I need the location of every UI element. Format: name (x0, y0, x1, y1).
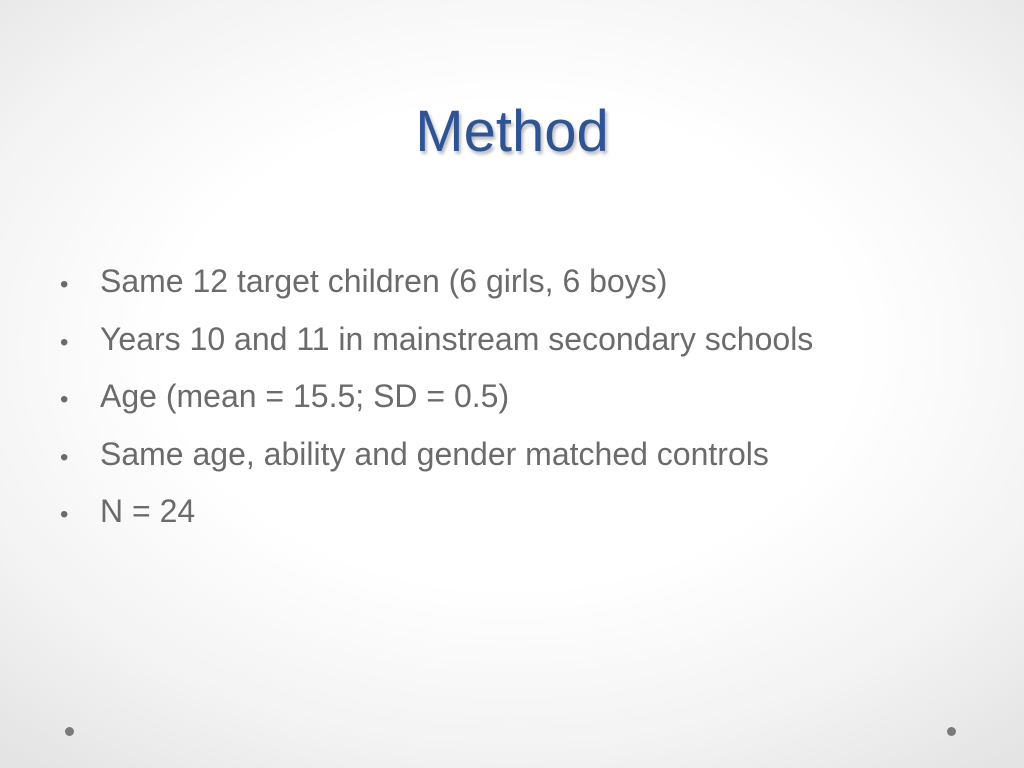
corner-dot-left-icon (65, 727, 74, 736)
bullet-list (60, 263, 960, 551)
slide-title: Method (415, 99, 609, 164)
bullet-icon: • (60, 328, 69, 356)
bullet-icon: • (60, 271, 69, 298)
corner-dot-right-icon (947, 727, 956, 736)
bullet-text: Age (mean = 15.5; SD = 0.5) (100, 378, 510, 414)
bullet-icon: • (60, 443, 69, 471)
bullet-text: Years 10 and 11 in mainstream secondary schools (100, 320, 814, 357)
list-item (60, 493, 960, 551)
list-item (60, 378, 960, 436)
list-item (60, 321, 960, 379)
bullet-icon: • (60, 386, 69, 413)
list-item (60, 436, 960, 494)
bullet-text: Same 12 target children (6 girls, 6 boys) (100, 263, 668, 299)
list-item (60, 263, 960, 321)
bullet-icon: • (60, 501, 69, 528)
bullet-text: N = 24 (100, 493, 196, 529)
bullet-text: Same age, ability and gender matched controls (100, 435, 769, 472)
